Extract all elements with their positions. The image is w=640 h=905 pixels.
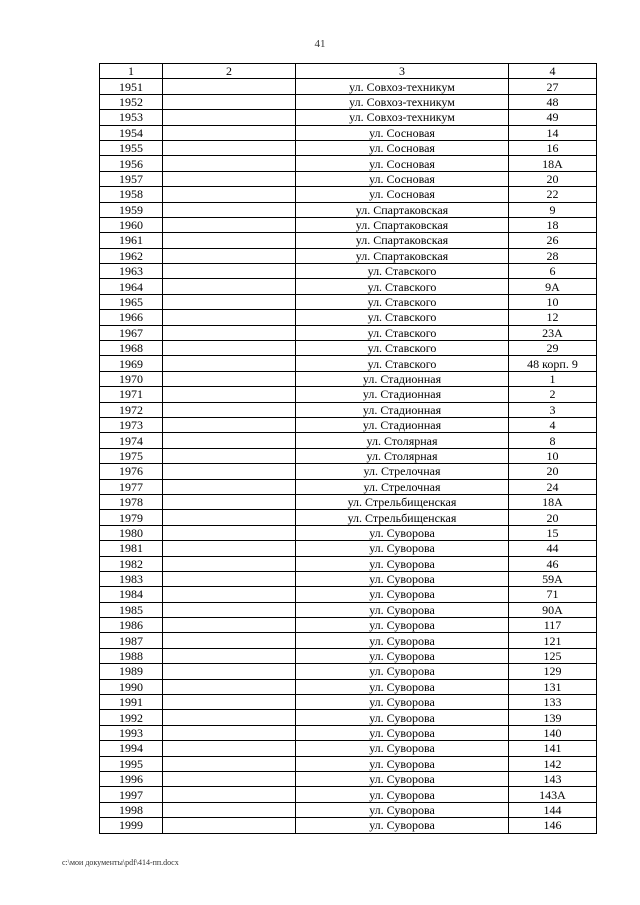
- table-row: [100, 387, 597, 402]
- street-cell: ул. Ставского: [296, 325, 509, 340]
- row-number-cell: 1986: [100, 618, 163, 633]
- empty-cell: [163, 341, 296, 356]
- row-number-cell: 1983: [100, 571, 163, 586]
- house-number-cell: 131: [509, 679, 597, 694]
- street-cell: ул. Сосновая: [296, 140, 509, 155]
- table-row: [100, 695, 597, 710]
- row-number-cell: 1997: [100, 787, 163, 802]
- table-row: [100, 202, 597, 217]
- empty-cell: [163, 217, 296, 232]
- house-number-cell: 142: [509, 756, 597, 771]
- empty-cell: [163, 110, 296, 125]
- house-number-cell: 146: [509, 818, 597, 833]
- street-cell: ул. Суворова: [296, 725, 509, 740]
- table-row: [100, 371, 597, 386]
- street-cell: ул. Спартаковская: [296, 233, 509, 248]
- table-row: [100, 818, 597, 833]
- empty-cell: [163, 310, 296, 325]
- house-number-cell: 15: [509, 525, 597, 540]
- empty-cell: [163, 633, 296, 648]
- row-number-cell: 1975: [100, 448, 163, 463]
- empty-cell: [163, 402, 296, 417]
- table-row: [100, 233, 597, 248]
- house-number-cell: 22: [509, 187, 597, 202]
- house-number-cell: 133: [509, 695, 597, 710]
- empty-cell: [163, 448, 296, 463]
- empty-cell: [163, 279, 296, 294]
- house-number-cell: 141: [509, 741, 597, 756]
- table-row: [100, 787, 597, 802]
- street-cell: ул. Совхоз-техникум: [296, 110, 509, 125]
- empty-cell: [163, 464, 296, 479]
- row-number-cell: 1971: [100, 387, 163, 402]
- row-number-cell: 1961: [100, 233, 163, 248]
- row-number-cell: 1982: [100, 556, 163, 571]
- table-row: [100, 356, 597, 371]
- row-number-cell: 1952: [100, 94, 163, 109]
- table-row: [100, 494, 597, 509]
- column-header-2: 2: [163, 64, 296, 79]
- empty-cell: [163, 587, 296, 602]
- column-header-4: 4: [509, 64, 597, 79]
- empty-cell: [163, 664, 296, 679]
- empty-cell: [163, 695, 296, 710]
- row-number-cell: 1998: [100, 802, 163, 817]
- house-number-cell: 59А: [509, 571, 597, 586]
- house-number-cell: 48: [509, 94, 597, 109]
- house-number-cell: 44: [509, 541, 597, 556]
- row-number-cell: 1980: [100, 525, 163, 540]
- street-cell: ул. Ставского: [296, 279, 509, 294]
- street-cell: ул. Суворова: [296, 818, 509, 833]
- row-number-cell: 1965: [100, 294, 163, 309]
- table-row: [100, 217, 597, 232]
- row-number-cell: 1995: [100, 756, 163, 771]
- table-row: [100, 710, 597, 725]
- empty-cell: [163, 356, 296, 371]
- empty-cell: [163, 248, 296, 263]
- house-number-cell: 14: [509, 125, 597, 140]
- row-number-cell: 1954: [100, 125, 163, 140]
- street-cell: ул. Суворова: [296, 587, 509, 602]
- table-row: [100, 664, 597, 679]
- house-number-cell: 46: [509, 556, 597, 571]
- row-number-cell: 1988: [100, 648, 163, 663]
- row-number-cell: 1976: [100, 464, 163, 479]
- table-row: [100, 618, 597, 633]
- table-row: [100, 510, 597, 525]
- street-cell: ул. Сосновая: [296, 125, 509, 140]
- table-row: [100, 110, 597, 125]
- house-number-cell: 9А: [509, 279, 597, 294]
- table-row: [100, 771, 597, 786]
- street-cell: ул. Суворова: [296, 787, 509, 802]
- street-cell: ул. Суворова: [296, 633, 509, 648]
- empty-cell: [163, 125, 296, 140]
- house-number-cell: 18А: [509, 156, 597, 171]
- empty-cell: [163, 802, 296, 817]
- table-row: [100, 325, 597, 340]
- house-number-cell: 8: [509, 433, 597, 448]
- empty-cell: [163, 233, 296, 248]
- house-number-cell: 27: [509, 79, 597, 94]
- house-number-cell: 29: [509, 341, 597, 356]
- row-number-cell: 1990: [100, 679, 163, 694]
- column-header-3: 3: [296, 64, 509, 79]
- house-number-cell: 24: [509, 479, 597, 494]
- empty-cell: [163, 371, 296, 386]
- street-cell: ул. Ставского: [296, 264, 509, 279]
- empty-cell: [163, 556, 296, 571]
- house-number-cell: 71: [509, 587, 597, 602]
- empty-cell: [163, 294, 296, 309]
- street-cell: ул. Суворова: [296, 695, 509, 710]
- empty-cell: [163, 771, 296, 786]
- empty-cell: [163, 787, 296, 802]
- house-number-cell: 90А: [509, 602, 597, 617]
- house-number-cell: 4: [509, 417, 597, 432]
- table-row: [100, 464, 597, 479]
- empty-cell: [163, 602, 296, 617]
- empty-cell: [163, 648, 296, 663]
- house-number-cell: 23А: [509, 325, 597, 340]
- house-number-cell: 16: [509, 140, 597, 155]
- row-number-cell: 1962: [100, 248, 163, 263]
- street-cell: ул. Суворова: [296, 802, 509, 817]
- empty-cell: [163, 202, 296, 217]
- table-row: [100, 264, 597, 279]
- empty-cell: [163, 94, 296, 109]
- address-table: [99, 63, 597, 834]
- house-number-cell: 143А: [509, 787, 597, 802]
- empty-cell: [163, 79, 296, 94]
- row-number-cell: 1958: [100, 187, 163, 202]
- row-number-cell: 1977: [100, 479, 163, 494]
- street-cell: ул. Суворова: [296, 710, 509, 725]
- row-number-cell: 1987: [100, 633, 163, 648]
- row-number-cell: 1968: [100, 341, 163, 356]
- empty-cell: [163, 756, 296, 771]
- row-number-cell: 1959: [100, 202, 163, 217]
- street-cell: ул. Суворова: [296, 571, 509, 586]
- row-number-cell: 1957: [100, 171, 163, 186]
- empty-cell: [163, 264, 296, 279]
- street-cell: ул. Суворова: [296, 679, 509, 694]
- street-cell: ул. Спартаковская: [296, 217, 509, 232]
- empty-cell: [163, 741, 296, 756]
- street-cell: ул. Стрелочная: [296, 479, 509, 494]
- row-number-cell: 1973: [100, 417, 163, 432]
- empty-cell: [163, 725, 296, 740]
- house-number-cell: 121: [509, 633, 597, 648]
- row-number-cell: 1994: [100, 741, 163, 756]
- table-row: [100, 187, 597, 202]
- empty-cell: [163, 417, 296, 432]
- table-row: [100, 341, 597, 356]
- row-number-cell: 1953: [100, 110, 163, 125]
- street-cell: ул. Стадионная: [296, 402, 509, 417]
- table-row: [100, 679, 597, 694]
- row-number-cell: 1978: [100, 494, 163, 509]
- house-number-cell: 129: [509, 664, 597, 679]
- street-cell: ул. Столярная: [296, 433, 509, 448]
- empty-cell: [163, 541, 296, 556]
- table-row: [100, 294, 597, 309]
- row-number-cell: 1979: [100, 510, 163, 525]
- house-number-cell: 9: [509, 202, 597, 217]
- empty-cell: [163, 479, 296, 494]
- table-row: [100, 94, 597, 109]
- street-cell: ул. Суворова: [296, 602, 509, 617]
- house-number-cell: 10: [509, 294, 597, 309]
- row-number-cell: 1960: [100, 217, 163, 232]
- house-number-cell: 3: [509, 402, 597, 417]
- street-cell: ул. Совхоз-техникум: [296, 94, 509, 109]
- street-cell: ул. Стадионная: [296, 371, 509, 386]
- table-body: [100, 79, 597, 833]
- row-number-cell: 1985: [100, 602, 163, 617]
- row-number-cell: 1993: [100, 725, 163, 740]
- footer-file-path: c:\мои документы\pdf\414-пп.docx: [62, 858, 179, 867]
- empty-cell: [163, 571, 296, 586]
- street-cell: ул. Суворова: [296, 771, 509, 786]
- street-cell: ул. Суворова: [296, 556, 509, 571]
- street-cell: ул. Суворова: [296, 648, 509, 663]
- empty-cell: [163, 156, 296, 171]
- street-cell: ул. Сосновая: [296, 156, 509, 171]
- empty-cell: [163, 679, 296, 694]
- empty-cell: [163, 187, 296, 202]
- street-cell: ул. Стадионная: [296, 417, 509, 432]
- page-number: 41: [314, 38, 326, 50]
- house-number-cell: 20: [509, 464, 597, 479]
- house-number-cell: 49: [509, 110, 597, 125]
- table-row: [100, 448, 597, 463]
- street-cell: ул. Спартаковская: [296, 202, 509, 217]
- house-number-cell: 125: [509, 648, 597, 663]
- empty-cell: [163, 171, 296, 186]
- row-number-cell: 1972: [100, 402, 163, 417]
- row-number-cell: 1963: [100, 264, 163, 279]
- empty-cell: [163, 525, 296, 540]
- street-cell: ул. Суворова: [296, 756, 509, 771]
- street-cell: ул. Ставского: [296, 356, 509, 371]
- house-number-cell: 26: [509, 233, 597, 248]
- table-row: [100, 310, 597, 325]
- street-cell: ул. Суворова: [296, 664, 509, 679]
- empty-cell: [163, 433, 296, 448]
- street-cell: ул. Стадионная: [296, 387, 509, 402]
- row-number-cell: 1967: [100, 325, 163, 340]
- house-number-cell: 143: [509, 771, 597, 786]
- street-cell: ул. Суворова: [296, 618, 509, 633]
- house-number-cell: 20: [509, 510, 597, 525]
- row-number-cell: 1974: [100, 433, 163, 448]
- street-cell: ул. Столярная: [296, 448, 509, 463]
- house-number-cell: 144: [509, 802, 597, 817]
- table-row: [100, 156, 597, 171]
- empty-cell: [163, 387, 296, 402]
- table-row: [100, 587, 597, 602]
- empty-cell: [163, 140, 296, 155]
- street-cell: ул. Стрелочная: [296, 464, 509, 479]
- house-number-cell: 139: [509, 710, 597, 725]
- empty-cell: [163, 325, 296, 340]
- table-row: [100, 648, 597, 663]
- street-cell: ул. Спартаковская: [296, 248, 509, 263]
- row-number-cell: 1992: [100, 710, 163, 725]
- table-row: [100, 125, 597, 140]
- street-cell: ул. Стрельбищенская: [296, 510, 509, 525]
- row-number-cell: 1989: [100, 664, 163, 679]
- row-number-cell: 1996: [100, 771, 163, 786]
- table-row: [100, 725, 597, 740]
- house-number-cell: 2: [509, 387, 597, 402]
- table-row: [100, 279, 597, 294]
- row-number-cell: 1970: [100, 371, 163, 386]
- row-number-cell: 1999: [100, 818, 163, 833]
- house-number-cell: 117: [509, 618, 597, 633]
- house-number-cell: 18: [509, 217, 597, 232]
- street-cell: ул. Ставского: [296, 310, 509, 325]
- street-cell: ул. Совхоз-техникум: [296, 79, 509, 94]
- house-number-cell: 48 корп. 9: [509, 356, 597, 371]
- table-row: [100, 571, 597, 586]
- house-number-cell: 20: [509, 171, 597, 186]
- row-number-cell: 1955: [100, 140, 163, 155]
- row-number-cell: 1991: [100, 695, 163, 710]
- house-number-cell: 28: [509, 248, 597, 263]
- table-row: [100, 402, 597, 417]
- house-number-cell: 140: [509, 725, 597, 740]
- table-row: [100, 433, 597, 448]
- empty-cell: [163, 494, 296, 509]
- street-cell: ул. Суворова: [296, 541, 509, 556]
- table-row: [100, 802, 597, 817]
- table-row: [100, 79, 597, 94]
- house-number-cell: 6: [509, 264, 597, 279]
- row-number-cell: 1969: [100, 356, 163, 371]
- row-number-cell: 1964: [100, 279, 163, 294]
- street-cell: ул. Сосновая: [296, 171, 509, 186]
- table-row: [100, 756, 597, 771]
- row-number-cell: 1956: [100, 156, 163, 171]
- empty-cell: [163, 510, 296, 525]
- house-number-cell: 12: [509, 310, 597, 325]
- empty-cell: [163, 618, 296, 633]
- row-number-cell: 1966: [100, 310, 163, 325]
- empty-cell: [163, 818, 296, 833]
- table-row: [100, 556, 597, 571]
- table-row: [100, 479, 597, 494]
- table-row: [100, 633, 597, 648]
- table-row: [100, 140, 597, 155]
- table-row: [100, 525, 597, 540]
- table-header-row: [100, 64, 597, 79]
- column-header-1: 1: [100, 64, 163, 79]
- table-row: [100, 248, 597, 263]
- street-cell: ул. Суворова: [296, 525, 509, 540]
- table-row: [100, 541, 597, 556]
- street-cell: ул. Ставского: [296, 294, 509, 309]
- street-cell: ул. Суворова: [296, 741, 509, 756]
- table-row: [100, 417, 597, 432]
- house-number-cell: 1: [509, 371, 597, 386]
- table-row: [100, 602, 597, 617]
- street-cell: ул. Ставского: [296, 341, 509, 356]
- street-cell: ул. Стрельбищенская: [296, 494, 509, 509]
- table-row: [100, 741, 597, 756]
- row-number-cell: 1981: [100, 541, 163, 556]
- house-number-cell: 10: [509, 448, 597, 463]
- row-number-cell: 1984: [100, 587, 163, 602]
- row-number-cell: 1951: [100, 79, 163, 94]
- table-row: [100, 171, 597, 186]
- house-number-cell: 18А: [509, 494, 597, 509]
- street-cell: ул. Сосновая: [296, 187, 509, 202]
- empty-cell: [163, 710, 296, 725]
